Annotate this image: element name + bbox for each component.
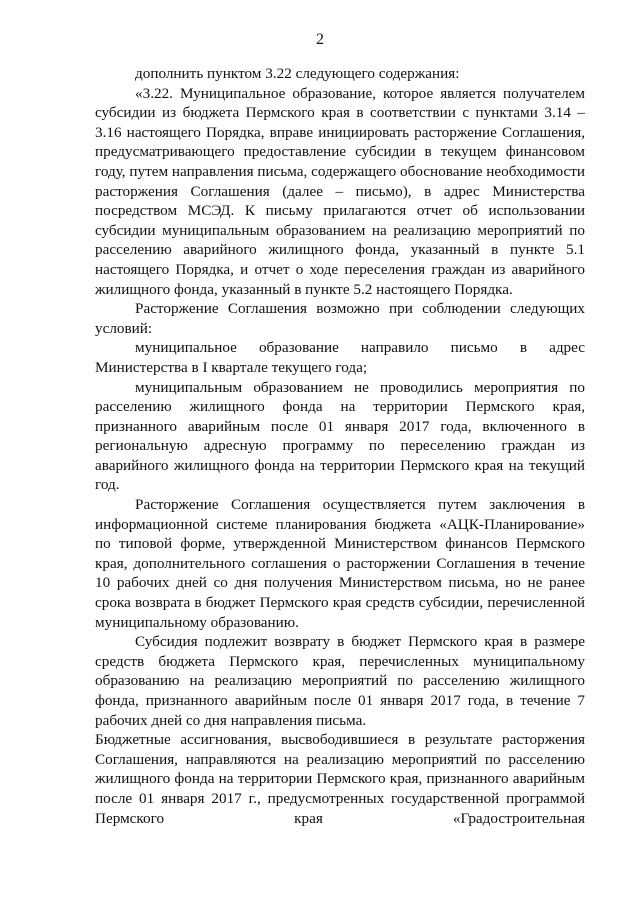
page-number: 2 — [316, 31, 324, 48]
paragraph-condition-letter: муниципальное образование направило письмо в адрес Министерства в I квартале текущего года; — [95, 339, 585, 376]
paragraph-amendment-intro: дополнить пунктом 3.22 следующего содержания: — [135, 65, 460, 82]
paragraph-clause-3-22: «3.22. Муниципальное образование, которое является получателем субсидии из бюджета Пермского края в соответствии с пунктами 3.14 – 3.16 настоящего Порядка, вправе инициировать расторжение Соглашения, предусматривающего предоставление субсидии в текущем финансовом году, путем направления письма, содержащего обоснование необходимости расторжения Соглашения (далее – письмо), в адрес Министерства посредством МСЭД. К письму прилагаются отчет об использовании субсидии муниципальным образованием на реализацию мероприятий по расселению аварийного жилищного фонда, указанный в пункте 5.1 настоящего Порядка, и отчет о ходе переселения граждан из аварийного жилищного фонда, указанный в пункте 5.2 настоящего Порядка. — [95, 84, 585, 298]
paragraph-subsidy-return: Субсидия подлежит возврату в бюджет Пермского края в размере средств бюджета Пермского края, перечисленных муниципальному образованию на реализацию мероприятий по расселению жилищного фонда, признанного аварийным после 01 января 2017 года, в течение 7 рабочих дней со дня направления письма. — [95, 633, 585, 729]
paragraph-termination-procedure: Расторжение Соглашения осуществляется путем заключения в информационной системе планирования бюджета «АЦК-Планирование» по типовой форме, утвержденной Министерством финансов Пермского края, дополнительного соглашения о расторжении Соглашения в течение 10 рабочих дней со дня получения Министерством письма, но не ранее срока возврата в бюджет Пермского края средств субсидии, перечисленной муниципальному образованию. — [95, 496, 585, 631]
paragraph-termination-conditions: Расторжение Соглашения возможно при соблюдении следующих условий: — [95, 300, 585, 337]
paragraph-condition-no-activities: муниципальным образованием не проводились мероприятия по расселению жилищного фонда на территории Пермского края, признанного аварийным после 01 января 2017 года, включенного в региональную адресную программу по переселению граждан из аварийного жилищного фонда на территории Пермского края на текущий год. — [95, 378, 585, 494]
paragraph-budget-allocations: Бюджетные ассигнования, высвободившиеся в результате расторжения Соглашения, направляются на реализацию мероприятий по расселению жилищного фонда на территории Пермского края, признанного аварийным после 01 января 2017 г., предусмотренных государственной программой Пермского края «Градостроительная — [95, 731, 585, 827]
document-body — [95, 64, 585, 828]
